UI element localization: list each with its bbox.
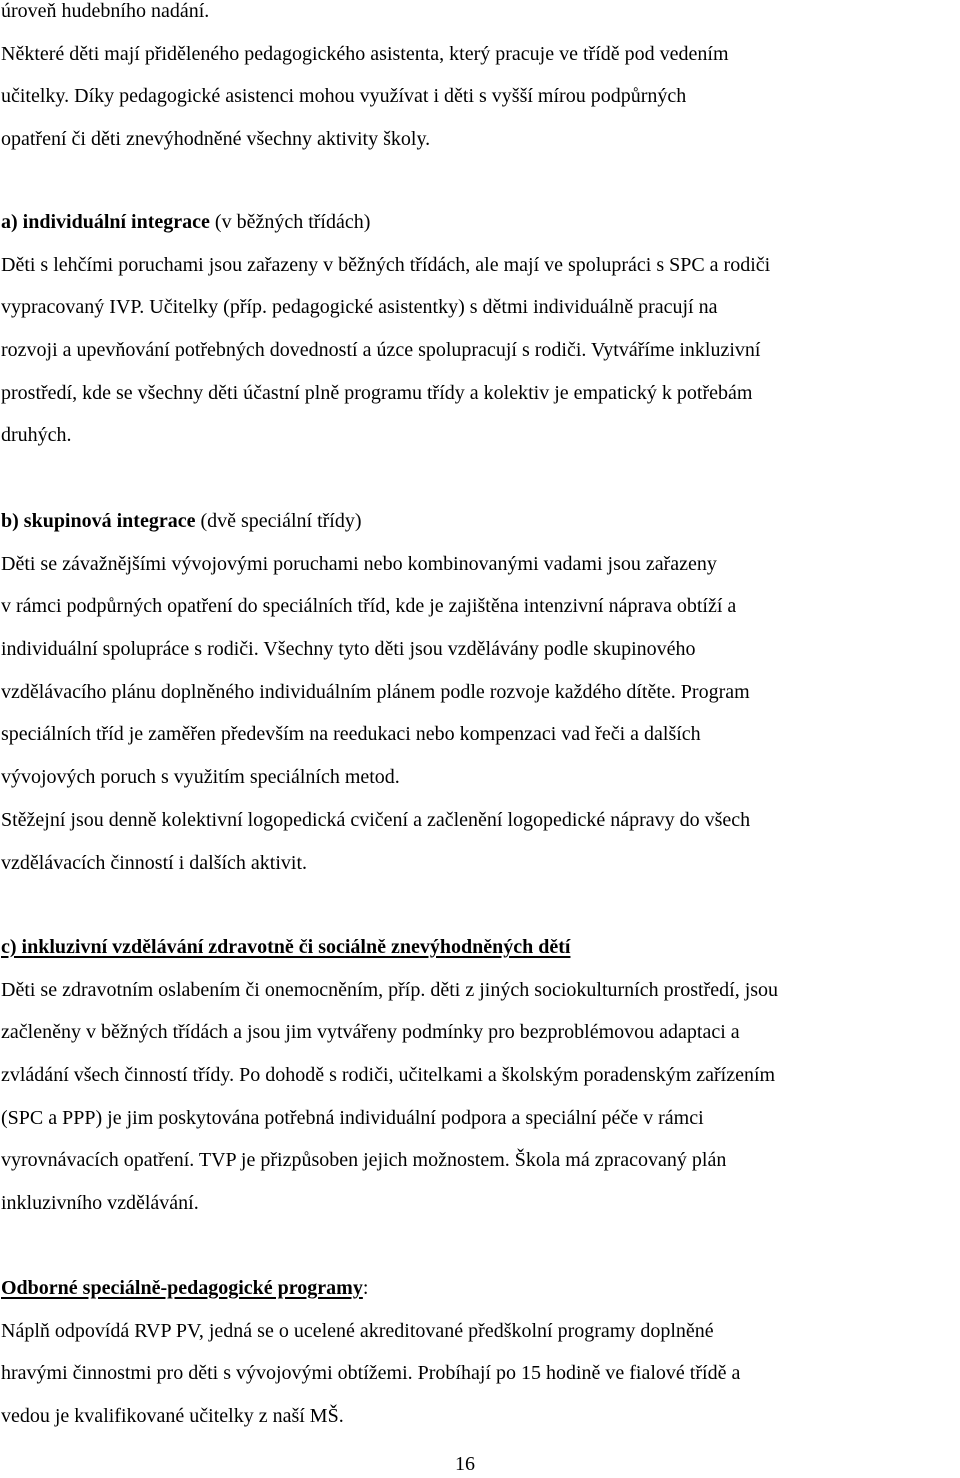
text-line: inkluzivního vzdělávání. (1, 1192, 199, 1215)
text-line: opatření či děti znevýhodněné všechny aktivity školy. (1, 128, 431, 151)
text-line: vedou je kvalifikované učitelky z naší MŠ. (1, 1405, 344, 1428)
text-line: vzdělávacích činností i dalších aktivit. (1, 851, 308, 874)
text-line: speciálních tříd je zaměřen především na reedukaci nebo kompenzaci vad řeči a dalších (1, 723, 701, 746)
text-line: vývojových poruch s využitím speciálních metod. (1, 766, 400, 789)
section-heading-colon: : (362, 1277, 369, 1299)
section-group-integration (1, 500, 957, 884)
section-heading (1, 926, 957, 969)
text-line: Děti se závažnějšími vývojovými poruchami nebo kombinovanými vadami jsou zařazeny (1, 552, 717, 575)
text-line: Některé děti mají přiděleného pedagogického asistenta, který pracuje ve třídě pod vedením (1, 42, 729, 65)
text-line: Náplň odpovídá RVP PV, jedná se o ucelené akreditované předškolní programy doplněné (1, 1319, 714, 1342)
text-line: začleněny v běžných třídách a jsou jim vytvářeny podmínky pro bezproblémovou adaptaci a (1, 1021, 740, 1044)
text-line: prostředí, kde se všechny děti účastní plně programu třídy a kolektiv je empatický k potřebám (1, 381, 753, 404)
section-heading-bold: c) inkluzivní vzdělávání zdravotně či sociálně znevýhodněných dětí (1, 936, 571, 958)
section-special-programs (1, 1267, 957, 1438)
text-line: druhých. (1, 424, 72, 447)
section-heading-rest: (dvě speciální třídy) (195, 510, 362, 532)
text-line: Děti se zdravotním oslabením či onemocněním, příp. děti z jiných sociokulturních prostředí, jsou (1, 978, 779, 1001)
text-line: učitelky. Díky pedagogické asistenci mohou využívat i děti s vyšší mírou podpůrných (1, 85, 687, 108)
section-heading-bold: a) individuální integrace (1, 211, 210, 233)
section-heading (1, 1267, 957, 1310)
section-inclusive-education (1, 926, 957, 1225)
text-line: v rámci podpůrných opatření do speciálních tříd, kde je zajištěna intenzivní náprava obtíží a (1, 595, 737, 618)
text-line: vypracovaný IVP. Učitelky (příp. pedagogické asistentky) s dětmi individuálně pracují na (1, 296, 718, 319)
section-heading-bold: b) skupinová integrace (1, 510, 196, 532)
section-heading (1, 201, 957, 244)
section-heading-rest: (v běžných třídách) (209, 211, 371, 233)
text-line: hravými činnostmi pro děti s vývojovými obtížemi. Probíhají po 15 hodině ve fialové třídě a (1, 1362, 741, 1385)
text-line: vzdělávacího plánu doplněného individuálním plánem podle rozvoje každého dítěte. Program (1, 680, 750, 703)
page-number: 16 (455, 1453, 475, 1475)
text-line: úroveň hudebního nadání. (1, 0, 210, 22)
text-line: Děti s lehčími poruchami jsou zařazeny v běžných třídách, ale mají ve spolupráci s SPC a rodiči (1, 253, 771, 276)
intro-paragraph (1, 0, 957, 161)
text-line: vyrovnávacích opatření. TVP je přizpůsoben jejich možnostem. Škola má zpracovaný plán (1, 1149, 727, 1172)
text-line: zvládání všech činností třídy. Po dohodě s rodiči, učitelkami a školským poradenským zařízením (1, 1064, 776, 1087)
section-heading (1, 500, 957, 543)
text-line: Stěžejní jsou denně kolektivní logopedická cvičení a začlenění logopedické nápravy do všech (1, 808, 751, 831)
section-individual-integration (1, 201, 957, 457)
text-line: (SPC a PPP) je jim poskytována potřebná individuální podpora a speciální péče v rámci (1, 1106, 704, 1129)
text-line: rozvoji a upevňování potřebných dovedností a úzce spolupracují s rodiči. Vytváříme inkluzivní (1, 339, 761, 362)
text-line: individuální spolupráce s rodiči. Všechny tyto děti jsou vzdělávány podle skupinového (1, 638, 696, 661)
section-heading-bold: Odborné speciálně-pedagogické programy (1, 1277, 363, 1299)
